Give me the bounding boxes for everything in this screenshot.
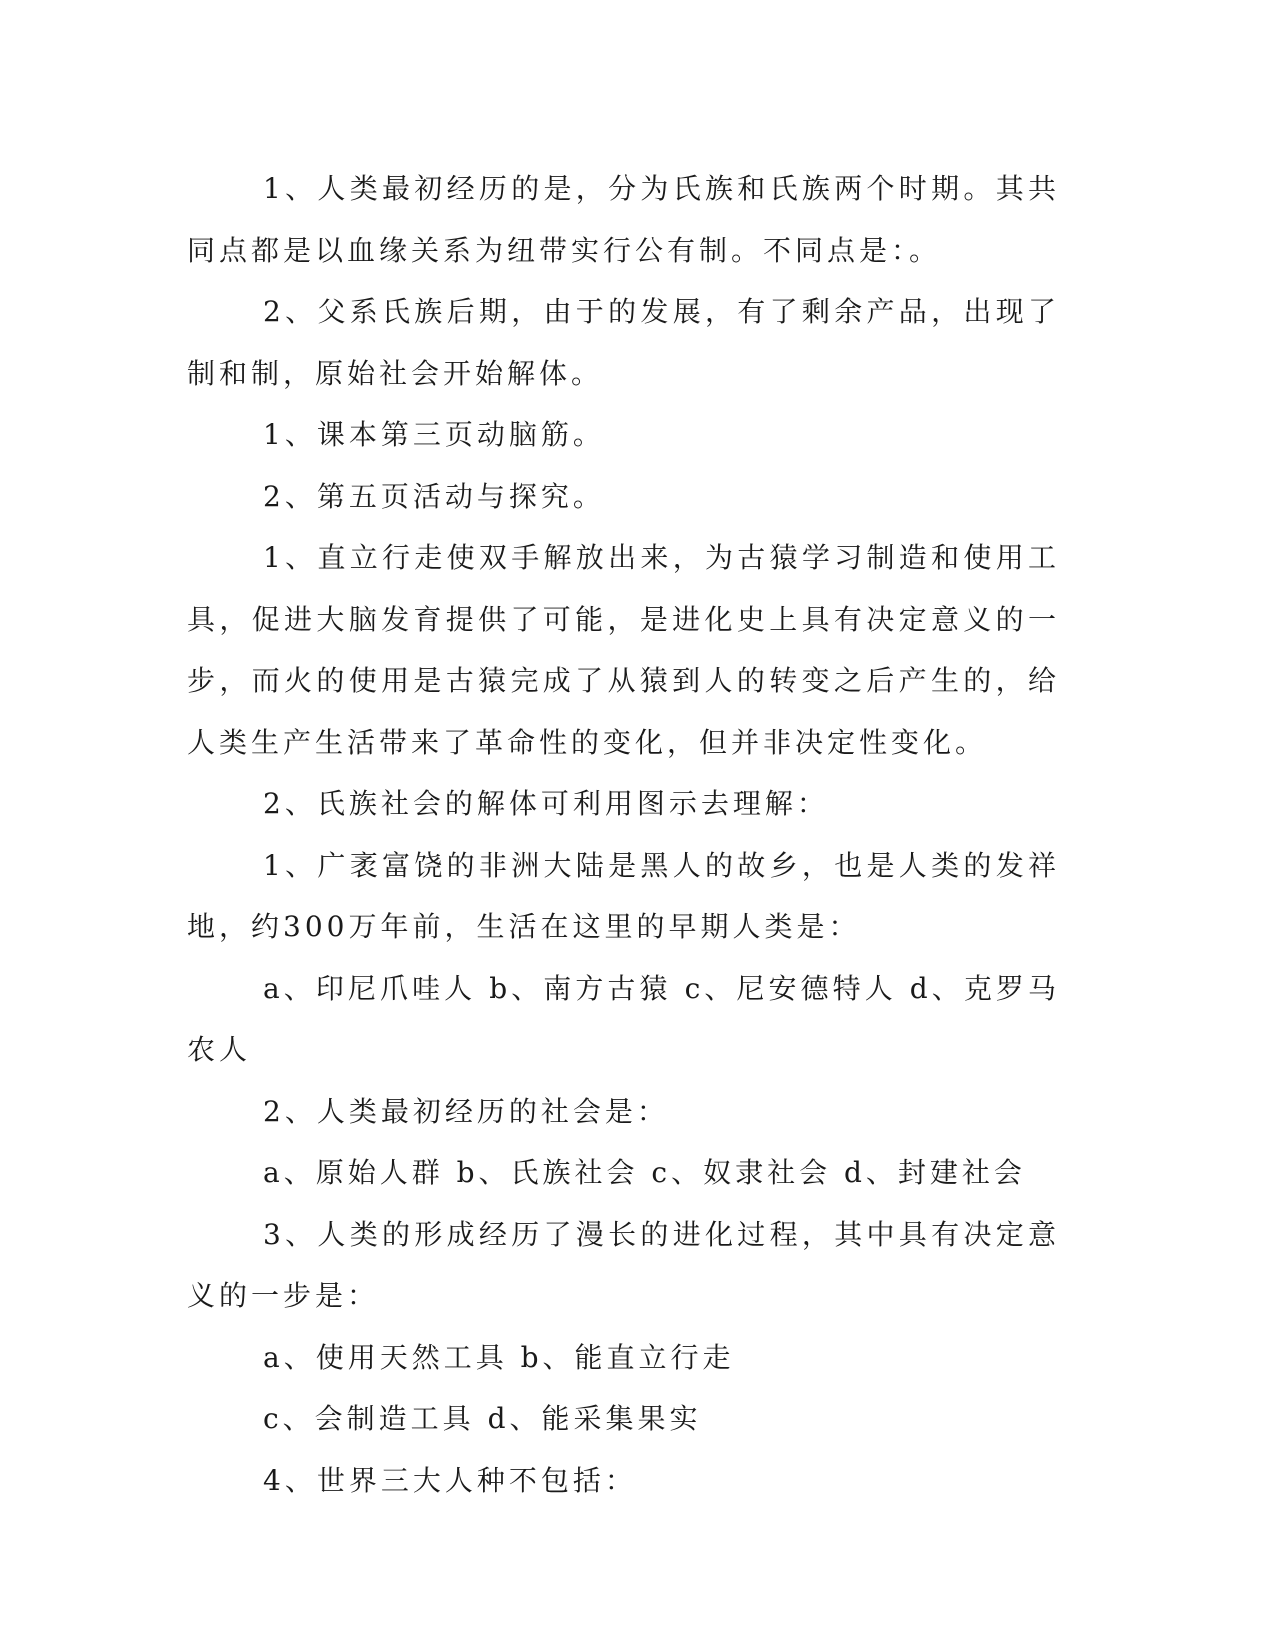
paragraph: 1、课本第三页动脑筋。 xyxy=(263,418,605,451)
question-options: a、印尼爪哇人 b、南方古猿 c、尼安德特人 d、克罗马农人 xyxy=(187,971,1060,1066)
paragraph: 2、第五页活动与探究。 xyxy=(263,479,605,513)
question-options: a、原始人群 b、氏族社会 c、奴隶社会 d、封建社会 xyxy=(263,1156,1026,1189)
paragraph: 2、人类最初经历的社会是： xyxy=(263,1094,669,1128)
paragraph: 1、广袤富饶的非洲大陆是黑人的故乡，也是人类的发祥地，约300万年前，生活在这里的早期人类是： xyxy=(187,848,1060,943)
paragraph: 3、人类的形成经历了漫长的进化过程，其中具有决定意义的一步是： xyxy=(187,1217,1060,1312)
paragraph: 2、父系氏族后期，由于的发展，有了剩余产品，出现了制和制，原始社会开始解体。 xyxy=(187,295,1060,390)
question-options: c、会制造工具 d、能采集果实 xyxy=(263,1402,702,1435)
paragraph: 4、世界三大人种不包括： xyxy=(263,1463,637,1497)
document-body xyxy=(187,158,1060,1511)
question-options: a、使用天然工具 b、能直立行走 xyxy=(263,1340,735,1374)
paragraph: 1、直立行走使双手解放出来，为古猿学习制造和使用工具，促进大脑发育提供了可能，是进化史上具有决定意义的一步，而火的使用是古猿完成了从猿到人的转变之后产生的，给人类生产生活带来了革命性的变化，但并非决定性变化。 xyxy=(187,541,1060,759)
paragraph: 1、人类最初经历的是，分为氏族和氏族两个时期。其共同点都是以血缘关系为纽带实行公有制。不同点是：。 xyxy=(187,172,1060,267)
paragraph: 2、氏族社会的解体可利用图示去理解： xyxy=(263,787,829,820)
